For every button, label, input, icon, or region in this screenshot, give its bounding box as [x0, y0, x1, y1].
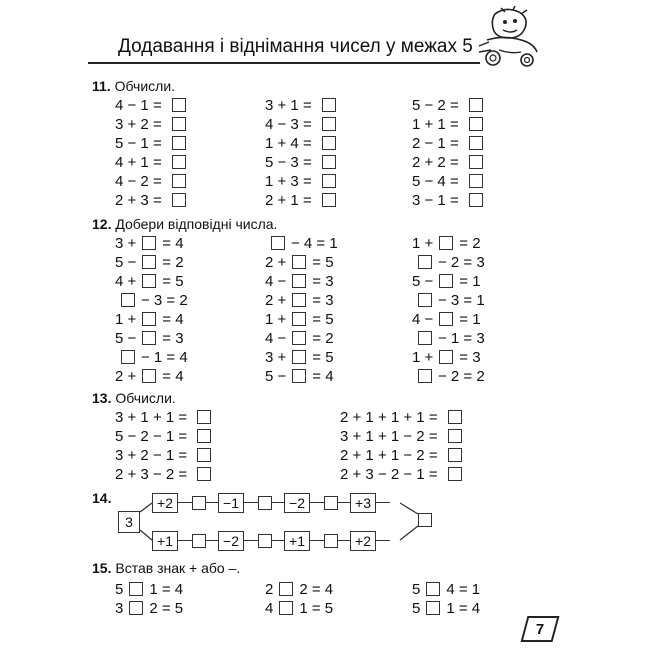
chain-bottom-operation-box: −2	[218, 531, 244, 551]
answer-box[interactable]	[121, 293, 135, 307]
ex12-equation: 4 − = 2	[265, 329, 334, 347]
answer-box[interactable]	[322, 193, 336, 207]
answer-box[interactable]	[322, 98, 336, 112]
answer-box[interactable]	[142, 255, 156, 269]
arrow-connector	[244, 540, 258, 541]
ex12-equation: 4 − = 3	[265, 272, 334, 290]
answer-box[interactable]	[292, 255, 306, 269]
answer-box[interactable]	[322, 136, 336, 150]
arrow-connector	[178, 540, 192, 541]
answer-box[interactable]	[469, 98, 483, 112]
answer-box[interactable]	[469, 117, 483, 131]
chain-bottom-answer-box[interactable]	[258, 534, 272, 548]
arrow-connector	[338, 502, 350, 503]
ex13-equation: 5 − 2 − 1 =	[115, 427, 217, 445]
chain-start-box: 3	[118, 511, 140, 533]
answer-box[interactable]	[292, 312, 306, 326]
ex11-equation: 5 − 4 =	[412, 172, 489, 190]
answer-box[interactable]	[197, 410, 211, 424]
answer-box[interactable]	[448, 429, 462, 443]
ex12-equation: 4 + = 5	[115, 272, 184, 290]
answer-box[interactable]	[469, 193, 483, 207]
ex15-equation: 5 1 = 4	[115, 580, 184, 598]
answer-box[interactable]	[172, 193, 186, 207]
ex15-equation: 3 2 = 5	[115, 599, 184, 617]
answer-box[interactable]	[292, 369, 306, 383]
answer-box[interactable]	[418, 293, 432, 307]
ex12-equation: − 3 = 1	[412, 291, 485, 309]
answer-box[interactable]	[469, 174, 483, 188]
ex12-equation: 5 − = 4	[265, 367, 334, 385]
answer-box[interactable]	[279, 582, 293, 596]
answer-box[interactable]	[279, 601, 293, 615]
answer-box[interactable]	[292, 293, 306, 307]
page-title: Додавання і віднімання чисел у межах 5	[118, 36, 473, 57]
ex13-equation: 2 + 1 + 1 − 2 =	[340, 446, 468, 464]
arrow-connector	[376, 540, 390, 541]
answer-box[interactable]	[172, 117, 186, 131]
chain-bottom-answer-box[interactable]	[192, 534, 206, 548]
ex12-equation: − 4 = 1	[265, 234, 338, 252]
ex12-equation: 1 + = 2	[412, 234, 481, 252]
answer-box[interactable]	[418, 369, 432, 383]
chain-bottom-operation-box: +1	[152, 531, 178, 551]
task-15-heading: 15. Встав знак + або –.	[92, 560, 241, 576]
ex11-equation: 4 − 1 =	[115, 96, 192, 114]
task-13-heading: 13. Обчисли.	[92, 390, 176, 406]
answer-box[interactable]	[448, 467, 462, 481]
page-number: 7	[521, 616, 560, 642]
ex12-equation: − 3 = 2	[115, 291, 188, 309]
ex12-equation: − 2 = 2	[412, 367, 485, 385]
ex13-equation: 2 + 3 − 2 − 1 =	[340, 465, 468, 483]
answer-box[interactable]	[172, 136, 186, 150]
arrow-connector	[206, 502, 218, 503]
chain-bottom-answer-box[interactable]	[324, 534, 338, 548]
ex12-equation: 3 + = 5	[265, 348, 334, 366]
task-11-heading: 11. Обчисли.	[92, 78, 176, 94]
ex12-equation: 3 + = 4	[115, 234, 184, 252]
ex15-equation: 2 2 = 4	[265, 580, 334, 598]
ex11-equation: 4 − 3 =	[265, 115, 342, 133]
answer-box[interactable]	[426, 582, 440, 596]
arrow-connector	[376, 502, 390, 503]
answer-box[interactable]	[418, 331, 432, 345]
answer-box[interactable]	[426, 601, 440, 615]
ex11-equation: 5 − 3 =	[265, 153, 342, 171]
answer-box[interactable]	[142, 331, 156, 345]
answer-box[interactable]	[448, 410, 462, 424]
ex11-equation: 4 − 2 =	[115, 172, 192, 190]
ex12-equation: 2 + = 5	[265, 253, 334, 271]
arrow-connector	[310, 540, 324, 541]
answer-box[interactable]	[197, 467, 211, 481]
answer-box[interactable]	[129, 582, 143, 596]
answer-box[interactable]	[418, 255, 432, 269]
answer-box[interactable]	[322, 155, 336, 169]
ex12-equation: 2 + = 4	[115, 367, 184, 385]
ex13-equation: 3 + 2 − 1 =	[115, 446, 217, 464]
ex11-equation: 5 − 1 =	[115, 134, 192, 152]
ex12-equation: 5 − = 3	[115, 329, 184, 347]
answer-box[interactable]	[142, 312, 156, 326]
ex11-equation: 2 − 1 =	[412, 134, 489, 152]
task-12-heading: 12. Добери відповідні числа.	[92, 216, 278, 232]
ex11-equation: 2 + 3 =	[115, 191, 192, 209]
chain-top-answer-box[interactable]	[192, 496, 206, 510]
answer-box[interactable]	[197, 429, 211, 443]
answer-box[interactable]	[439, 274, 453, 288]
ex13-equation: 3 + 1 + 1 − 2 =	[340, 427, 468, 445]
answer-box[interactable]	[142, 274, 156, 288]
ex13-equation: 2 + 1 + 1 + 1 =	[340, 408, 468, 426]
answer-box[interactable]	[121, 350, 135, 364]
answer-box[interactable]	[292, 274, 306, 288]
ex11-equation: 1 + 4 =	[265, 134, 342, 152]
chain-top-operation-box: −1	[218, 493, 244, 513]
ex12-equation: 5 − = 1	[412, 272, 481, 290]
answer-box[interactable]	[142, 369, 156, 383]
chain-top-operation-box: −2	[284, 493, 310, 513]
ex12-equation: 2 + = 3	[265, 291, 334, 309]
chain-bottom-operation-box: +2	[350, 531, 376, 551]
ex11-equation: 1 + 3 =	[265, 172, 342, 190]
answer-box[interactable]	[172, 98, 186, 112]
answer-box[interactable]	[172, 174, 186, 188]
ex15-equation: 5 1 = 4	[412, 599, 481, 617]
ex12-equation: − 1 = 4	[115, 348, 188, 366]
arrow-connector	[272, 540, 284, 541]
answer-box[interactable]	[129, 601, 143, 615]
chain-top-operation-box: +2	[152, 493, 178, 513]
answer-box[interactable]	[172, 155, 186, 169]
ex13-equation: 3 + 1 + 1 =	[115, 408, 217, 426]
answer-box[interactable]	[292, 331, 306, 345]
answer-box[interactable]	[271, 236, 285, 250]
arrow-connector	[272, 502, 284, 503]
ex15-equation: 5 4 = 1	[412, 580, 481, 598]
answer-box[interactable]	[469, 136, 483, 150]
ex12-equation: 1 + = 3	[412, 348, 481, 366]
chain-top-operation-box: +3	[350, 493, 376, 513]
ex11-equation: 2 + 1 =	[265, 191, 342, 209]
answer-box[interactable]	[292, 350, 306, 364]
ex12-equation: 1 + = 5	[265, 310, 334, 328]
ex12-equation: − 2 = 3	[412, 253, 485, 271]
arrow-connector	[206, 540, 218, 541]
ex12-equation: 1 + = 4	[115, 310, 184, 328]
answer-box[interactable]	[439, 350, 453, 364]
ex11-equation: 2 + 2 =	[412, 153, 489, 171]
answer-box[interactable]	[448, 448, 462, 462]
ex12-equation: − 1 = 3	[412, 329, 485, 347]
ex12-equation: 4 − = 1	[412, 310, 481, 328]
arrow-connector	[178, 502, 192, 503]
answer-box[interactable]	[142, 236, 156, 250]
ex15-equation: 4 1 = 5	[265, 599, 334, 617]
ex12-equation: 5 − = 2	[115, 253, 184, 271]
ex11-equation: 3 + 1 =	[265, 96, 342, 114]
chain-bottom-operation-box: +1	[284, 531, 310, 551]
answer-box[interactable]	[322, 117, 336, 131]
answer-box[interactable]	[322, 174, 336, 188]
answer-box[interactable]	[439, 312, 453, 326]
arrow-connector	[338, 540, 350, 541]
chain-top-answer-box[interactable]	[324, 496, 338, 510]
ex11-equation: 3 − 1 =	[412, 191, 489, 209]
ex11-equation: 3 + 2 =	[115, 115, 192, 133]
ex11-equation: 1 + 1 =	[412, 115, 489, 133]
ex11-equation: 5 − 2 =	[412, 96, 489, 114]
answer-box[interactable]	[439, 236, 453, 250]
answer-box[interactable]	[197, 448, 211, 462]
task-14-heading: 14.	[92, 490, 112, 506]
chain-top-answer-box[interactable]	[258, 496, 272, 510]
chain-result-box[interactable]	[418, 513, 432, 527]
ex13-equation: 2 + 3 − 2 =	[115, 465, 217, 483]
arrow-connector	[244, 502, 258, 503]
ex11-equation: 4 + 1 =	[115, 153, 192, 171]
answer-box[interactable]	[469, 155, 483, 169]
arrow-connector	[310, 502, 324, 503]
